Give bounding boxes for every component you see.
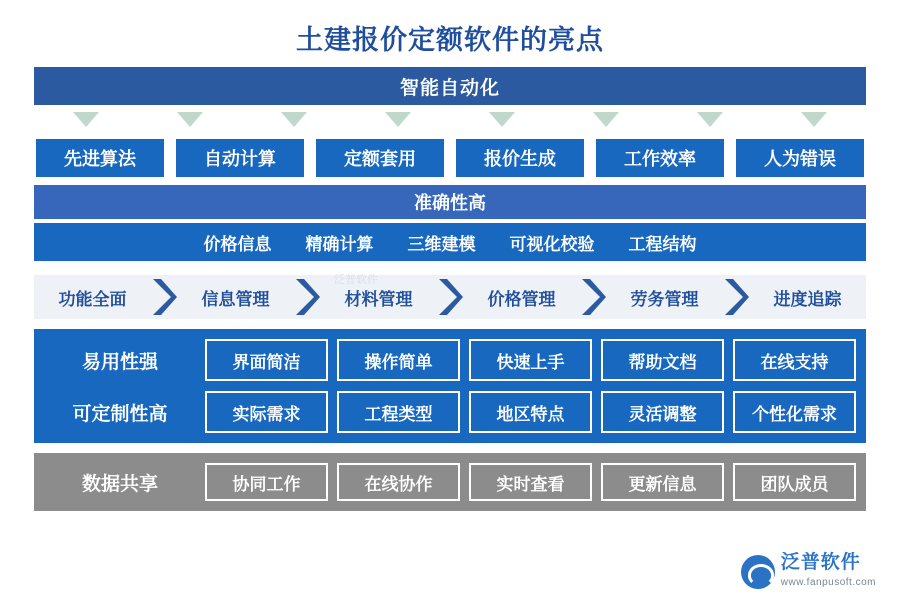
logo-text [781,553,876,590]
chevron-right-icon [151,275,177,319]
function-flow-item: 劳务管理 [630,289,699,309]
logo-url: www.fanpusoft.com [780,577,876,589]
chevron-right-icon [723,275,749,319]
arrow-down-icon [801,112,827,127]
accuracy-item: 精确计算 [305,234,374,254]
automation-items [34,137,866,179]
arrow-down-icon [593,112,619,127]
data-sharing-item: 协同工作 [205,463,328,501]
function-flow-item: 信息管理 [201,289,270,309]
usability-item: 快速上手 [469,339,592,381]
usability-item: 帮助文档 [601,339,724,381]
customization-item: 个性化需求 [733,391,856,433]
data-sharing-header: 数据共享 [81,473,158,495]
accuracy-header: 准确性高 [34,185,866,219]
arrow-down-icon [385,112,411,127]
watermark-text: 泛普软件 [334,274,378,286]
arrow-down-icon [489,112,515,127]
data-sharing-item: 团队成员 [733,463,856,501]
automation-item: 先进算法 [34,137,166,179]
chevron-right-icon [294,275,320,319]
usability-item: 操作简单 [337,339,460,381]
accuracy-items [34,223,866,261]
automation-item: 工作效率 [594,137,726,179]
customization-item: 地区特点 [469,391,592,433]
data-sharing-block [34,453,866,511]
customization-item: 实际需求 [205,391,328,433]
automation-item: 报价生成 [454,137,586,179]
customization-item: 灵活调整 [601,391,724,433]
data-sharing-item: 在线协作 [337,463,460,501]
data-sharing-item: 实时查看 [469,463,592,501]
accuracy-item: 三维建模 [407,234,476,254]
usability-item: 界面简洁 [205,339,328,381]
function-flow [34,275,866,319]
accuracy-item: 价格信息 [203,234,272,254]
accuracy-item: 可视化校验 [509,234,595,254]
logo-icon [741,555,775,589]
usability-header: 易用性强 [81,351,158,373]
automation-item: 定额套用 [314,137,446,179]
automation-item: 自动计算 [174,137,306,179]
customization-header: 可定制性高 [72,403,168,425]
arrow-down-icon [177,112,203,127]
page-title: 土建报价定额软件的亮点 [296,25,604,55]
arrow-down-icon [73,112,99,127]
function-flow-item: 功能全面 [58,289,127,309]
brand-logo [741,553,876,590]
customization-item: 工程类型 [337,391,460,433]
usability-item: 在线支持 [733,339,856,381]
arrow-down-icon [281,112,307,127]
function-flow-item: 材料管理 [344,289,413,309]
chevron-right-icon [437,275,463,319]
arrow-down-icon [697,112,723,127]
chevron-right-icon [580,275,606,319]
automation-header: 智能自动化 [34,67,866,105]
usability-custom-block [34,329,866,443]
customization-row [44,391,856,433]
data-sharing-item: 更新信息 [601,463,724,501]
arrow-row [34,105,866,131]
accuracy-item: 工程结构 [628,234,697,254]
logo-name: 泛普软件 [780,552,861,574]
function-flow-item: 价格管理 [487,289,556,309]
automation-item: 人为错误 [734,137,866,179]
function-flow-item: 进度追踪 [773,289,842,309]
usability-row [44,339,856,381]
